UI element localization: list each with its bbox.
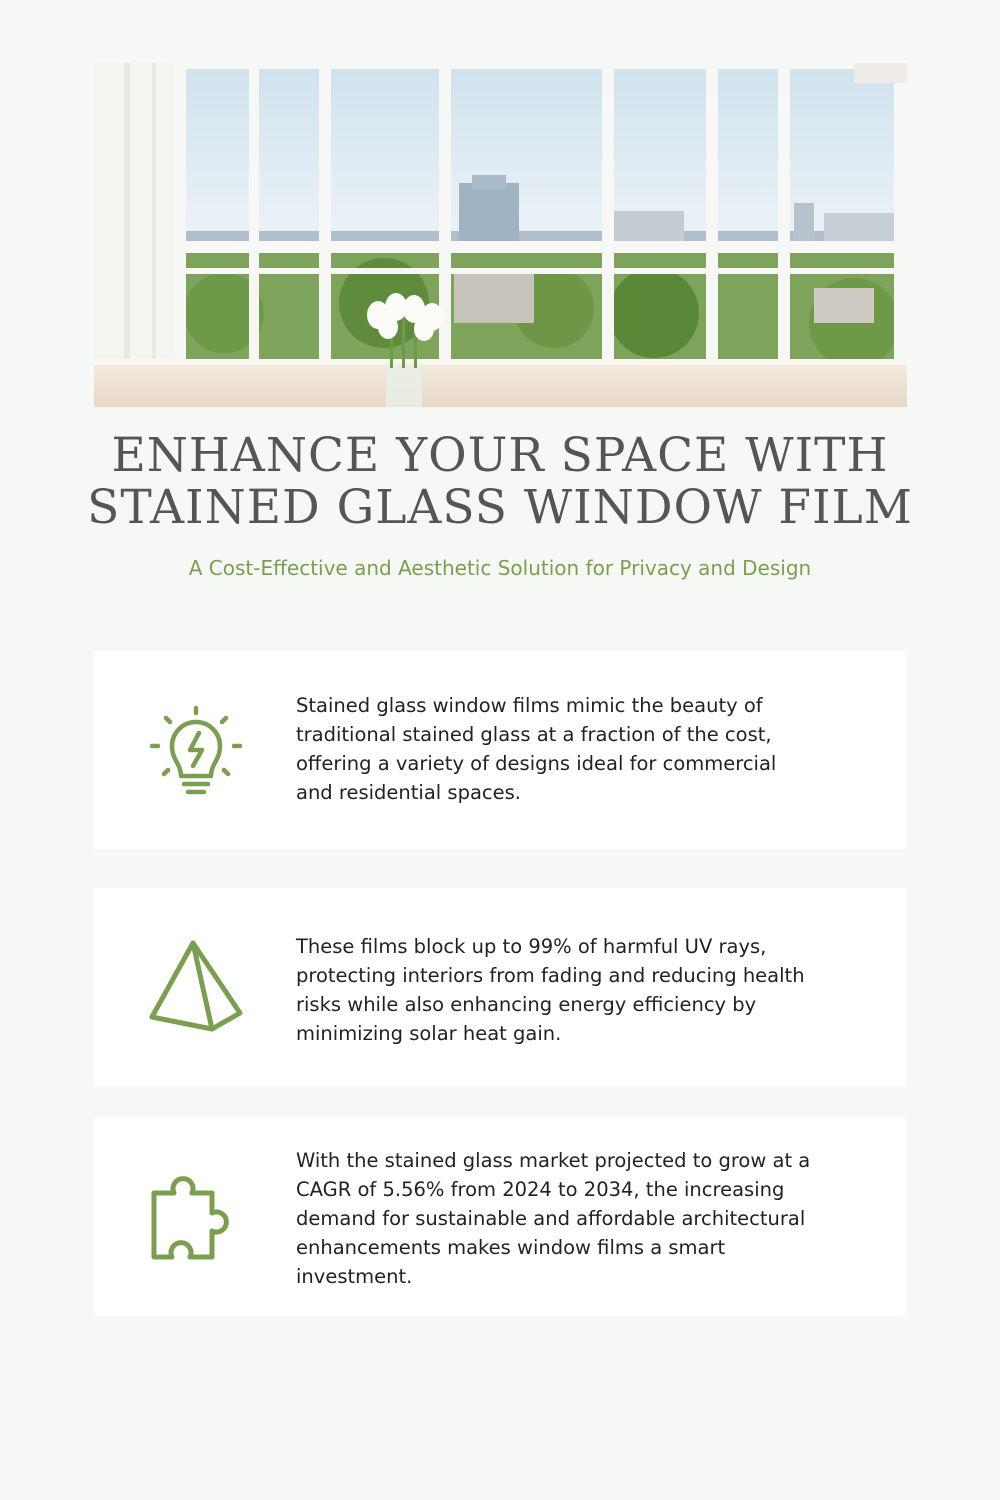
page-subtitle: A Cost-Effective and Aesthetic Solution for Privacy and Design — [188, 556, 812, 580]
title-line-1: ENHANCE YOUR SPACE WITH — [111, 428, 889, 483]
feature-text: Stained glass window films mimic the beauty of traditional stained glass at a fraction of the cost, offering a variety of designs ideal for commercial and residential spaces. — [296, 694, 777, 804]
feature-card-market — [94, 1117, 907, 1316]
feature-card-design — [94, 651, 907, 849]
pyramid-icon — [146, 937, 246, 1037]
title-line-2: STAINED GLASS WINDOW FILM — [87, 480, 913, 535]
feature-text: With the stained glass market projected to grow at a CAGR of 5.56% from 2024 to 2034, the increasing demand for sustainable and affordable architectural enhancements makes window films a smart investment. — [296, 1149, 811, 1288]
page-title — [50, 430, 950, 534]
feature-text: These films block up to 99% of harmful UV rays, protecting interiors from fading and reducing health risks while also enhancing energy efficiency by minimizing solar heat gain. — [296, 935, 805, 1045]
puzzle-piece-icon — [146, 1167, 246, 1267]
hero-image — [94, 63, 907, 407]
feature-card-uv — [94, 888, 907, 1086]
lightbulb-icon — [146, 700, 246, 800]
